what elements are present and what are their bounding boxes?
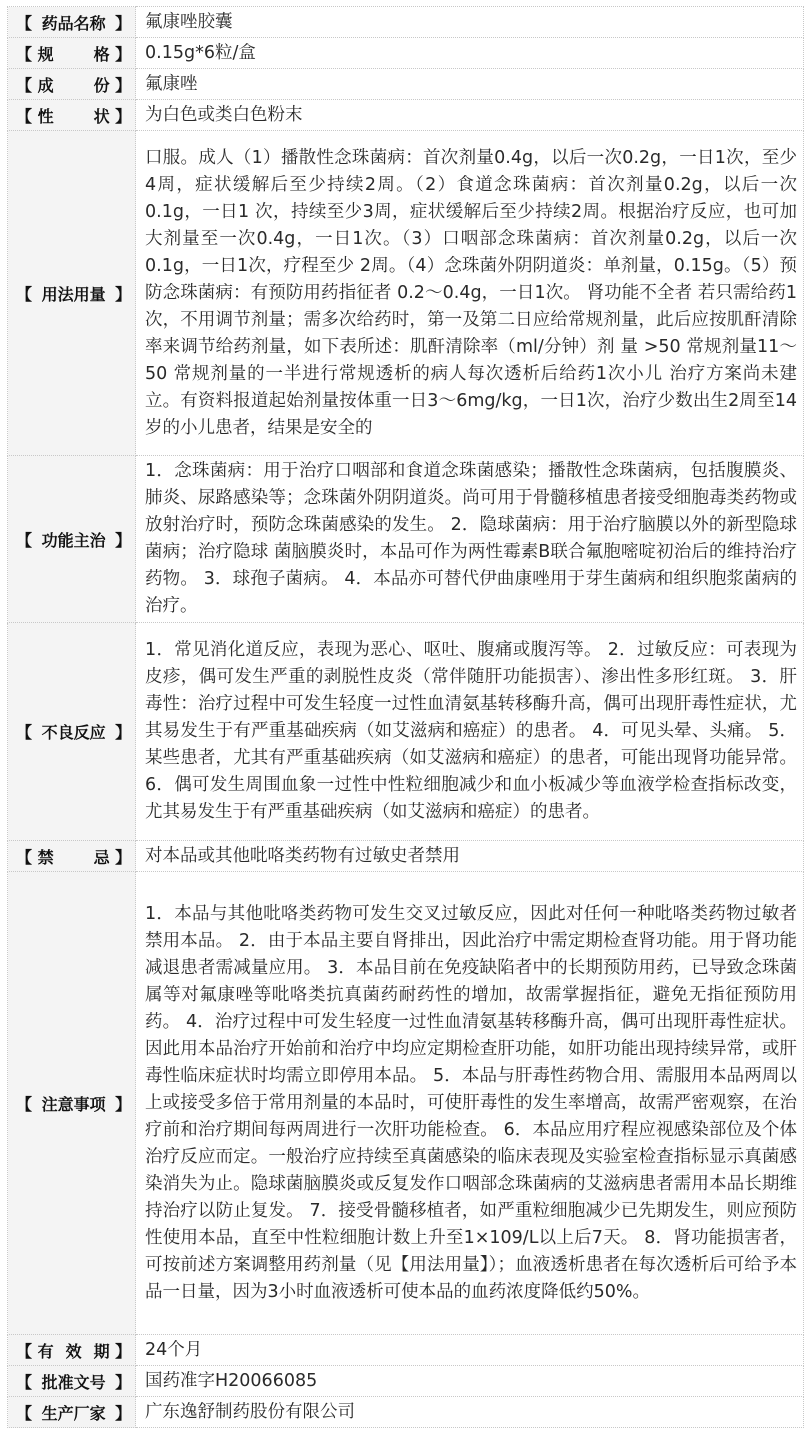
value-approval-number: 国药准字H20066085 (136, 1366, 804, 1397)
drug-info-sheet (7, 6, 803, 1428)
label-indications: 【 功能主治 】 (8, 456, 136, 623)
label-approval-number: 【 批准文号 】 (8, 1366, 136, 1397)
value-specification: 0.15g*6粒/盒 (136, 38, 804, 69)
label-dosage: 【 用法用量 】 (8, 131, 136, 456)
row-ingredients (8, 69, 804, 100)
row-specification (8, 38, 804, 69)
drug-info-rows (8, 7, 804, 1428)
row-manufacturer (8, 1397, 804, 1428)
label-adverse-reactions: 【 不良反应 】 (8, 623, 136, 841)
label-contraindications: 【 禁忌 】 (8, 841, 136, 872)
value-indications: 1．念珠菌病：用于治疗口咽部和食道念珠菌感染；播散性念珠菌病，包括腹膜炎、肺炎、尿路感染等；念珠菌外阴阴道炎。尚可用于骨髓移植患者接受细胞毒类药物或放射治疗时，预防念珠菌感染的发生。 2．隐球菌病：用于治疗脑膜以外的新型隐球菌病；治疗隐球 菌脑膜炎时，本品可作为两性霉素B联合氟胞嘧啶初治后的维持治疗药物。 3．球孢子菌病。 4．本品亦可替代伊曲康唑用于芽生菌病和组织胞浆菌病的治疗。 (136, 456, 804, 623)
row-dosage (8, 131, 804, 456)
value-manufacturer: 广东逸舒制药股份有限公司 (136, 1397, 804, 1428)
row-approval-number (8, 1366, 804, 1397)
value-precautions: 1．本品与其他吡咯类药物可发生交叉过敏反应，因此对任何一种吡咯类药物过敏者禁用本品。 2．由于本品主要自肾排出，因此治疗中需定期检查肾功能。用于肾功能减退患者需减量应用。 3．本品目前在免疫缺陷者中的长期预防用药，已导致念珠菌属等对氟康唑等吡咯类抗真菌药耐药性的增加，故需掌握指征，避免无指征预防用药。 4．治疗过程中可发生轻度一过性血清氨基转移酶升高，偶可出现肝毒性症状。因此用本品治疗开始前和治疗中均应定期检查肝功能，如肝功能出现持续异常，或肝毒性临床症状时均需立即停用本品。 5．本品与肝毒性药物合用、需服用本品两周以上或接受多倍于常用剂量的本品时，可使肝毒性的发生率增高，故需严密观察，在治疗前和治疗期间每两周进行一次肝功能检查。 6．本品应用疗程应视感染部位及个体治疗反应而定。一般治疗应持续至真菌感染的临床表现及实验室检查指标显示真菌感染消失为止。隐球菌脑膜炎或反复发作口咽部念珠菌病的艾滋病患者需用本品长期维持治疗以防止复发。 7．接受骨髓移植者，如严重粒细胞减少已先期发生，则应预防性使用本品，直至中性粒细胞计数上升至1×109/L以上后7天。 8．肾功能损害者，可按前述方案调整用药剂量（见【用法用量】）；血液透析患者在每次透析后可给予本品一日量，因为3小时血液透析可使本品的血药浓度降低约50%。 (136, 872, 804, 1335)
value-contraindications: 对本品或其他吡咯类药物有过敏史者禁用 (136, 841, 804, 872)
row-expiry (8, 1335, 804, 1366)
label-expiry: 【 有效期 】 (8, 1335, 136, 1366)
row-precautions (8, 872, 804, 1335)
value-appearance: 为白色或类白色粉末 (136, 100, 804, 131)
row-appearance (8, 100, 804, 131)
label-drug-name: 【 药品名称 】 (8, 7, 136, 38)
value-dosage: 口服。成人（1）播散性念珠菌病：首次剂量0.4g，以后一次0.2g，一日1次，至少4周，症状缓解后至少持续2周。（2）食道念珠菌病：首次剂量0.2g，以后一次0.1g，一日1 次，持续至少3周，症状缓解后至少持续2周。根据治疗反应，也可加大剂量至一次0.4g，一日1次。（3）口咽部念珠菌病：首次剂量0.2g，以后一次0.1g，一日1次，疗程至少 2周。（4）念珠菌外阴阴道炎：单剂量，0.15g。（5）预防念珠菌病：有预防用药指征者 0.2～0.4g，一日1次。 肾功能不全者 若只需给药1次，不用调节剂量；需多次给药时，第一及第二日应给常规剂量，此后应按肌酐清除率来调节给药剂量，如下表所述：肌酐清除率（ml/分钟）剂 量 >50 常规剂量11～50 常规剂量的一半进行常规透析的病人每次透析后给药1次小儿 治疗方案尚未建立。有资料报道起始剂量按体重一日3～6mg/kg，一日1次，治疗少数出生2周至14岁的小儿患者，结果是安全的 (136, 131, 804, 456)
label-precautions: 【 注意事项 】 (8, 872, 136, 1335)
label-manufacturer: 【 生产厂家 】 (8, 1397, 136, 1428)
label-ingredients: 【 成份 】 (8, 69, 136, 100)
label-appearance: 【 性状 】 (8, 100, 136, 131)
value-expiry: 24个月 (136, 1335, 804, 1366)
value-drug-name: 氟康唑胶囊 (136, 7, 804, 38)
row-drug-name (8, 7, 804, 38)
row-indications (8, 456, 804, 623)
value-adverse-reactions: 1．常见消化道反应，表现为恶心、呕吐、腹痛或腹泻等。 2．过敏反应：可表现为皮疹，偶可发生严重的剥脱性皮炎（常伴随肝功能损害）、渗出性多形红斑。 3．肝毒性：治疗过程中可发生轻度一过性血清氨基转移酶升高，偶可出现肝毒性症状，尤其易发生于有严重基础疾病（如艾滋病和癌症）的患者。 4．可见头晕、头痛。 5．某些患者，尤其有严重基础疾病（如艾滋病和癌症）的患者，可能出现肾功能异常。 6．偶可发生周围血象一过性中性粒细胞减少和血小板减少等血液学检查指标改变，尤其易发生于有严重基础疾病（如艾滋病和癌症）的患者。 (136, 623, 804, 841)
value-ingredients: 氟康唑 (136, 69, 804, 100)
row-adverse-reactions (8, 623, 804, 841)
drug-info-table (7, 6, 804, 1428)
row-contraindications (8, 841, 804, 872)
label-specification: 【 规格 】 (8, 38, 136, 69)
